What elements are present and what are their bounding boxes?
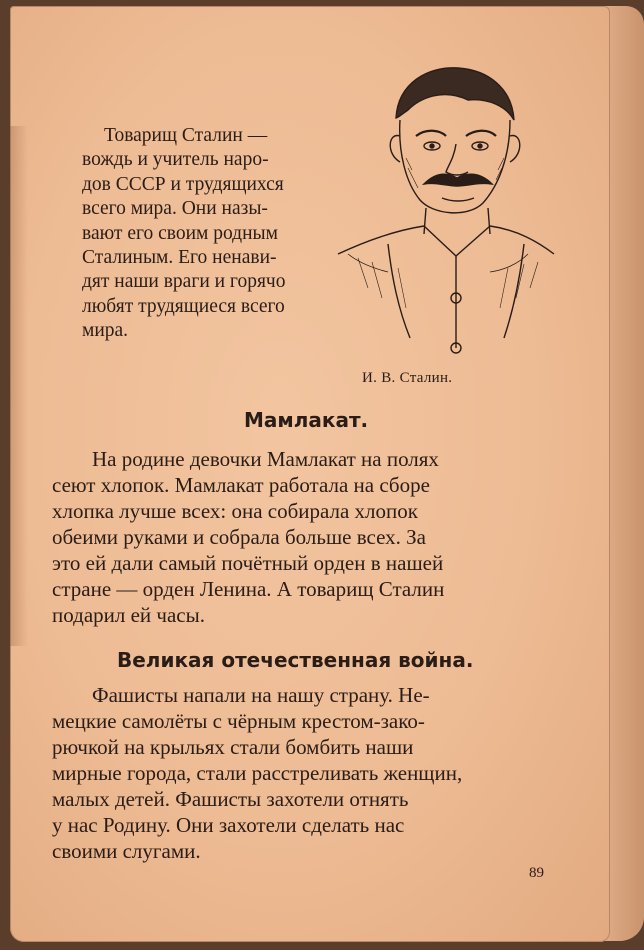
portrait-caption: И. В. Сталин.: [362, 370, 453, 386]
section-heading-mamlakat: Мамлакат.: [244, 408, 369, 432]
portrait-illustration: [328, 58, 558, 358]
intro-paragraph: Товарищ Сталин — вождь и учитель наро- дов СССР и трудящихся всего мира. Они назы- вают его своим родным Сталиным. Его ненави- дят наши враги и горячо любят трудящиеся всего мира.: [82, 125, 286, 342]
section-paragraph-mamlakat: На родине девочки Мамлакат на полях сеют хлопок. Мамлакат работала на сборе хлопка лучше всех: она собирала хлопок обеими руками и собрала больше всех. За это ей дали самый почётный орден в нашей стране — орден Ленина. А товарищ Сталин подарил ей часы.: [52, 447, 445, 627]
page-stain: [10, 126, 28, 646]
section-paragraph-war: Фашисты напали на нашу страну. Не- мецкие самолёты с чёрным крестом-зако- рючкой на крыльях стали бомбить наши мирные города, стали расстреливать женщин, малых детей. Фашисты захотели отнять у нас Родину. Они захотели сделать нас своими слугами.: [52, 683, 463, 863]
page-number: 89: [529, 865, 544, 881]
section-heading-war: Великая отечественная война.: [117, 648, 474, 672]
book-page: [10, 6, 610, 942]
